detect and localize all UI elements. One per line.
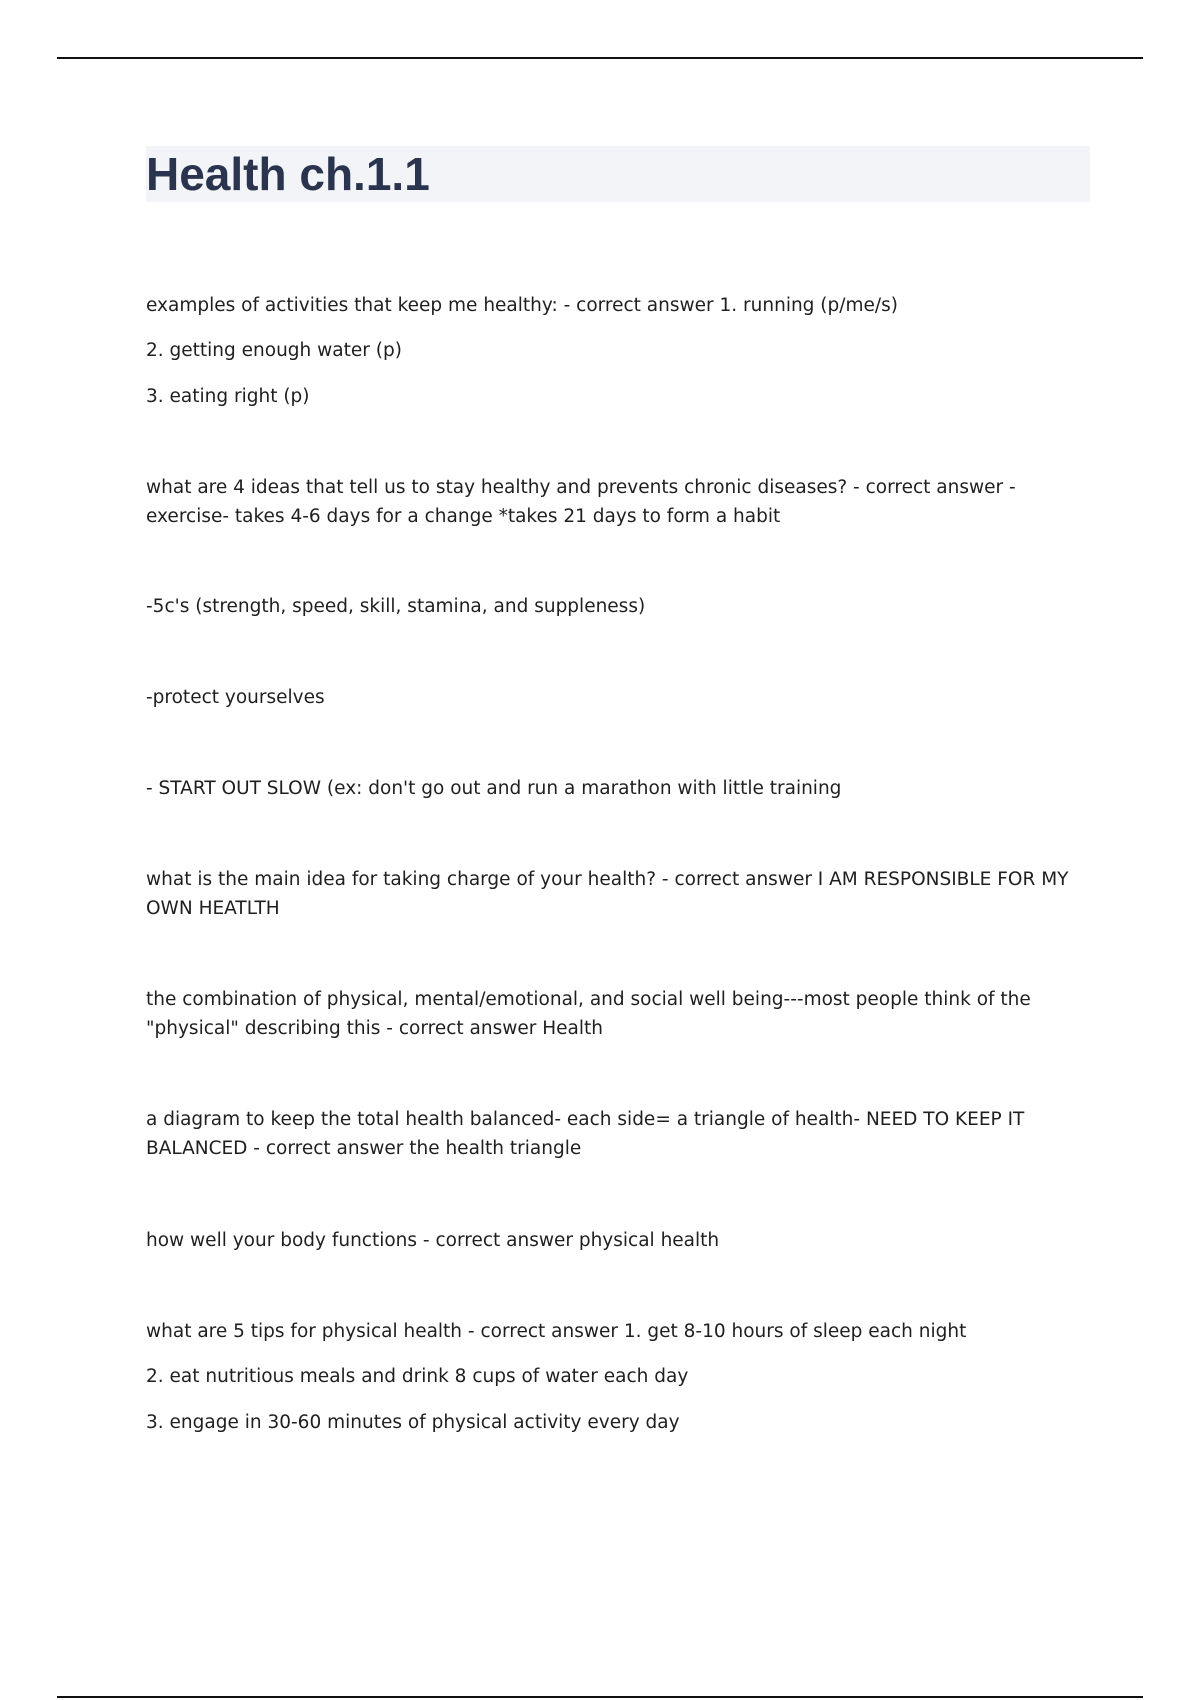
text-line: how well your body functions - correct answer physical health — [146, 1230, 720, 1251]
text-line: a diagram to keep the total health balanced- each side= a triangle of health- NEED TO KEEP IT BALANCED - correct answer the health triangle — [146, 1109, 1025, 1159]
text-line: what is the main idea for taking charge of your health? - correct answer I AM RESPONSIBLE FOR MY OWN HEATLTH — [146, 869, 1069, 919]
top-rule — [57, 57, 1143, 59]
text-line: the combination of physical, mental/emotional, and social well being---most people think of the "physical" describing this - correct answer Health — [146, 989, 1031, 1039]
text-line: - START OUT SLOW (ex: don't go out and run a marathon with little training — [146, 778, 842, 799]
page-title: Health ch.1.1 — [146, 148, 430, 200]
text-line: 3. eating right (p) — [146, 386, 310, 407]
text-line: 3. engage in 30-60 minutes of physical activity every day — [146, 1412, 680, 1433]
text-line: 2. eat nutritious meals and drink 8 cups of water each day — [146, 1366, 689, 1387]
text-line: examples of activities that keep me healthy: - correct answer 1. running (p/me/s) — [146, 295, 898, 316]
text-line: what are 4 ideas that tell us to stay healthy and prevents chronic diseases? - correct answer -exercise- takes 4-6 days for a change *takes 21 days to form a habit — [146, 477, 1016, 527]
text-line: -5c's (strength, speed, skill, stamina, and suppleness) — [146, 596, 646, 617]
bottom-rule — [57, 1696, 1143, 1698]
text-line: -protect yourselves — [146, 687, 325, 708]
text-line: 2. getting enough water (p) — [146, 340, 402, 361]
text-line: what are 5 tips for physical health - correct answer 1. get 8-10 hours of sleep each night — [146, 1321, 967, 1342]
